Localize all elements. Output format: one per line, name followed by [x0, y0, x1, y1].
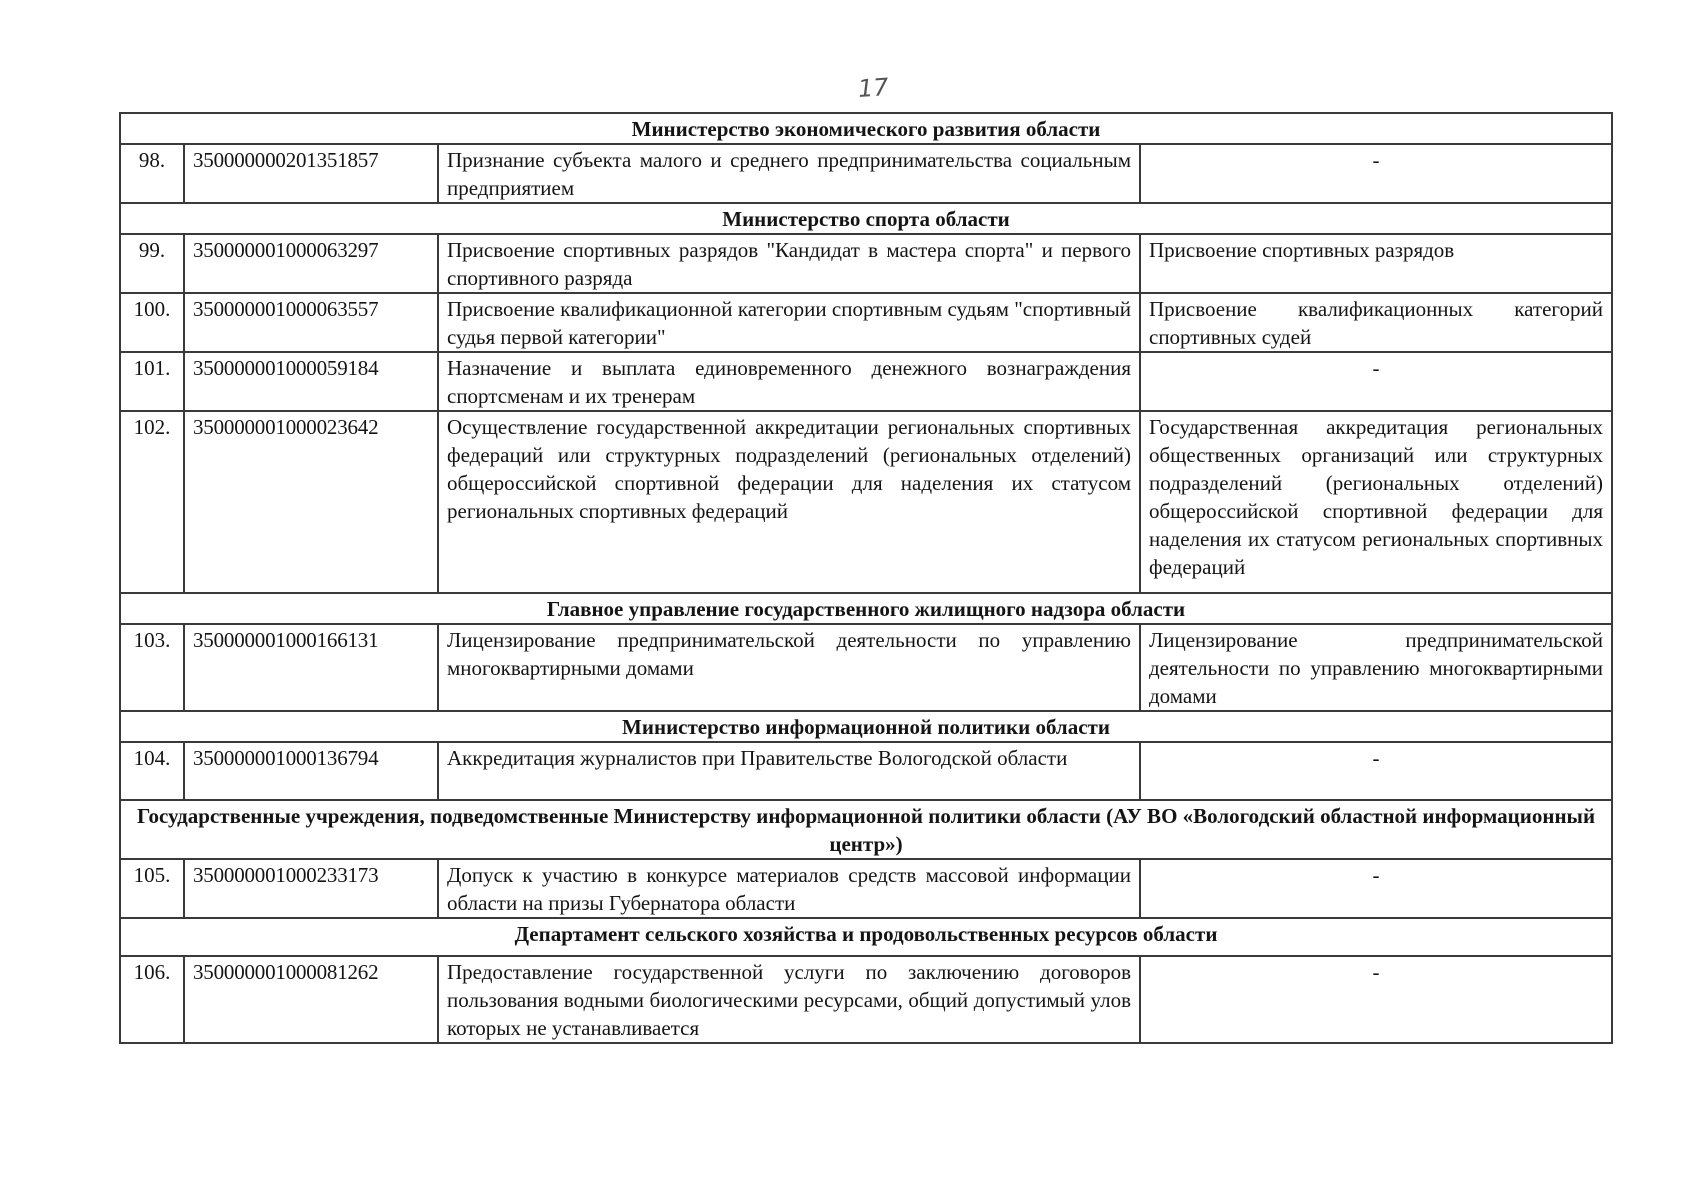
table-row — [120, 859, 1612, 918]
row-number: 105. — [120, 859, 184, 918]
previous-service-name: - — [1140, 352, 1612, 411]
service-name: Признание субъекта малого и среднего предпринимательства социальным предприятием — [438, 144, 1140, 203]
service-code: 350000001000233173 — [184, 859, 438, 918]
row-number: 104. — [120, 742, 184, 800]
previous-service-name: Присвоение квалификационных категорий спортивных судей — [1140, 293, 1612, 352]
section-title: Главное управление государственного жилищного надзора области — [120, 593, 1612, 624]
row-number: 98. — [120, 144, 184, 203]
section-header-row — [120, 800, 1612, 859]
previous-service-name: - — [1140, 144, 1612, 203]
section-header-row — [120, 593, 1612, 624]
row-number: 103. — [120, 624, 184, 711]
table-row — [120, 234, 1612, 293]
section-title: Министерство информационной политики области — [120, 711, 1612, 742]
service-name: Присвоение спортивных разрядов "Кандидат в мастера спорта" и первого спортивного разряда — [438, 234, 1140, 293]
section-header-row — [120, 203, 1612, 234]
section-header-row — [120, 113, 1612, 144]
section-title: Министерство экономического развития области — [120, 113, 1612, 144]
table-row — [120, 956, 1612, 1043]
previous-service-name: Лицензирование предпринимательской деятельности по управлению многоквартирными домами — [1140, 624, 1612, 711]
service-code: 350000000201351857 — [184, 144, 438, 203]
table-row — [120, 742, 1612, 800]
service-name: Назначение и выплата единовременного денежного вознаграждения спортсменам и их тренерам — [438, 352, 1140, 411]
row-number: 101. — [120, 352, 184, 411]
services-registry-table — [119, 112, 1613, 1044]
service-code: 350000001000059184 — [184, 352, 438, 411]
section-title: Департамент сельского хозяйства и продовольственных ресурсов области — [120, 918, 1612, 956]
registry-body — [120, 113, 1612, 1043]
table-row — [120, 624, 1612, 711]
previous-service-name: Государственная аккредитация региональных общественных организаций или структурных подразделений (региональных отделений) общероссийской спортивной федерации для наделения их статусом региональных спортивных федераций — [1140, 411, 1612, 593]
previous-service-name: - — [1140, 859, 1612, 918]
table-row — [120, 411, 1612, 593]
table-row — [120, 144, 1612, 203]
page-number: 17 — [857, 72, 890, 104]
previous-service-name: - — [1140, 742, 1612, 800]
service-code: 350000001000023642 — [184, 411, 438, 593]
service-code: 350000001000063557 — [184, 293, 438, 352]
row-number: 99. — [120, 234, 184, 293]
previous-service-name: - — [1140, 956, 1612, 1043]
service-name: Осуществление государственной аккредитации региональных спортивных федераций или структурных подразделений (региональных отделений) общероссийской спортивной федерации для наделения их статусом региональных спортивных федераций — [438, 411, 1140, 593]
table-row — [120, 352, 1612, 411]
service-code: 350000001000081262 — [184, 956, 438, 1043]
previous-service-name: Присвоение спортивных разрядов — [1140, 234, 1612, 293]
service-code: 350000001000063297 — [184, 234, 438, 293]
row-number: 106. — [120, 956, 184, 1043]
section-title: Министерство спорта области — [120, 203, 1612, 234]
section-header-row — [120, 918, 1612, 956]
service-name: Предоставление государственной услуги по заключению договоров пользования водными биологическими ресурсами, общий допустимый улов которых не устанавливается — [438, 956, 1140, 1043]
service-code: 350000001000166131 — [184, 624, 438, 711]
service-name: Аккредитация журналистов при Правительстве Вологодской области — [438, 742, 1140, 800]
row-number: 102. — [120, 411, 184, 593]
section-header-row — [120, 711, 1612, 742]
row-number: 100. — [120, 293, 184, 352]
section-title: Государственные учреждения, подведомственные Министерству информационной политики области (АУ ВО «Вологодский областной информационный центр») — [120, 800, 1612, 859]
service-name: Присвоение квалификационной категории спортивным судьям "спортивный судья первой категории" — [438, 293, 1140, 352]
table-row — [120, 293, 1612, 352]
service-name: Лицензирование предпринимательской деятельности по управлению многоквартирными домами — [438, 624, 1140, 711]
service-code: 350000001000136794 — [184, 742, 438, 800]
service-name: Допуск к участию в конкурсе материалов средств массовой информации области на призы Губернатора области — [438, 859, 1140, 918]
